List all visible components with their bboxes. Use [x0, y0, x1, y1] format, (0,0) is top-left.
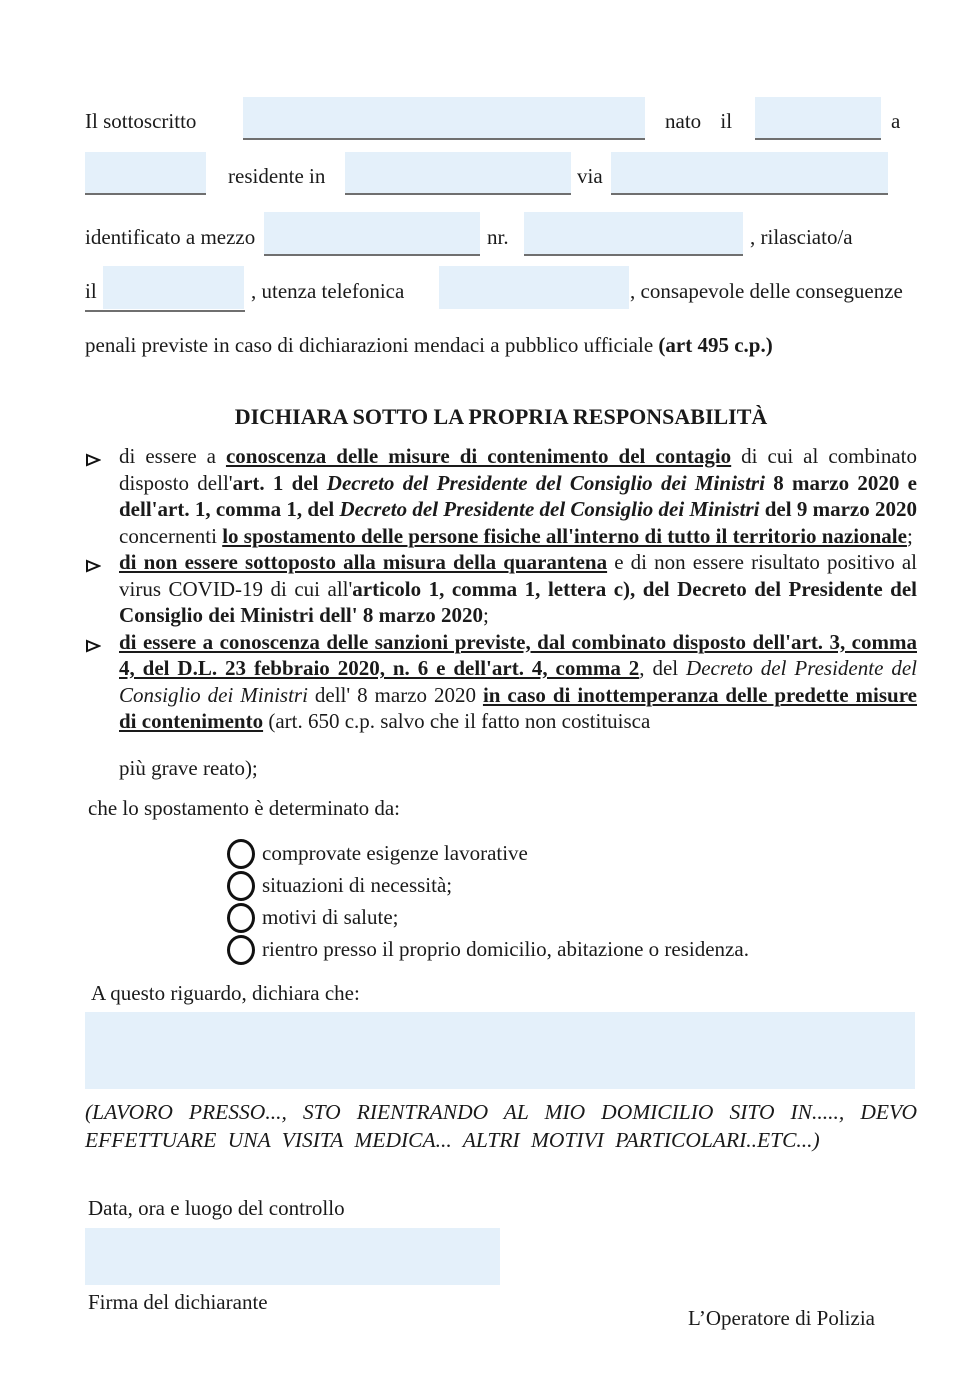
text-segment: di essere a conoscenza delle sanzioni previste, dal combinato disposto dell'art. 3, comma 4, del D.L. 23 febbraio 2020, n. 6 e dell'art. 4, comma 2: [119, 629, 917, 680]
residente-in-label: residente in: [228, 164, 326, 188]
radio-option-necessita[interactable]: [227, 870, 917, 902]
text-segment: di essere a: [119, 444, 226, 468]
rilasciato-label: , rilasciato/a: [750, 225, 853, 249]
text-segment: dell' 8 marzo 2020: [307, 682, 483, 707]
motivo-radio-group: [85, 838, 917, 966]
declaration-body: [85, 403, 917, 1154]
firma-dichiarante-label: Firma del dichiarante: [88, 1290, 268, 1314]
text-segment: (art. 650 c.p. salvo che il fatto non costituisca: [263, 709, 651, 733]
radio-button-icon[interactable]: [227, 839, 255, 869]
input-via-residenza[interactable]: [611, 152, 888, 195]
via-label: via: [577, 164, 603, 188]
text-segment: e di non essere risultato positivo al virus COVID-19 di cui all': [119, 550, 917, 601]
input-comune-residenza[interactable]: [345, 152, 571, 195]
nato-il-label: nato il: [665, 109, 733, 133]
page-title: DICHIARA SOTTO LA PROPRIA RESPONSABILITÀ: [234, 404, 768, 429]
bullet-text: [119, 629, 917, 735]
radio-option-rientro-domicilio[interactable]: [227, 934, 917, 966]
il-label: il: [85, 279, 97, 303]
text-segment: ;: [906, 523, 913, 548]
input-documento-tipo[interactable]: [264, 212, 480, 256]
arrowhead-bullet-icon: [85, 443, 119, 549]
text-segment: ;: [482, 603, 489, 627]
radio-button-icon[interactable]: [227, 871, 255, 901]
input-sottoscritto[interactable]: [243, 97, 645, 140]
radio-button-icon[interactable]: [227, 935, 255, 965]
radio-option-esigenze-lavorative[interactable]: [227, 838, 917, 870]
input-data-nascita[interactable]: [755, 97, 881, 140]
text-segment: conoscenza delle misure di contenimento del contagio: [225, 444, 732, 468]
radio-option-salute[interactable]: [227, 902, 917, 934]
spostamento-label: che lo spostamento è determinato da:: [88, 795, 400, 820]
consapevole-label: , consapevole delle conseguenze: [630, 279, 903, 303]
input-documento-numero[interactable]: [524, 212, 743, 256]
riguardo-label: A questo riguardo, dichiara che:: [91, 980, 360, 1005]
radio-button-icon[interactable]: [227, 903, 255, 933]
text-segment: , del: [639, 656, 687, 680]
text-segment: Decreto del Presidente del Consiglio dei Ministri: [326, 470, 765, 495]
text-segment: art. 1 del: [232, 470, 327, 495]
field-underline: [85, 310, 245, 312]
penali-text: penali previste in caso di dichiarazioni mendaci a pubblico ufficiale: [85, 333, 659, 357]
text-segment: lo spostamento delle persone fisiche all'interno di tutto il territorio nazionale: [222, 523, 907, 548]
arrowhead-bullet-icon: [85, 629, 119, 735]
sottoscritto-label: Il sottoscritto: [85, 109, 197, 133]
nr-label: nr.: [487, 225, 509, 249]
caption-esempi: (LAVORO PRESSO..., STO RIENTRANDO AL MIO DOMICILIO SITO IN....., DEVO EFFETTUARE UNA VISITA MEDICA... ALTRI MOTIVI PARTICOLARI..ETC...): [85, 1099, 917, 1152]
text-segment: Decreto del Presidente del Consiglio dei Ministri: [339, 497, 760, 521]
a-label: a: [891, 109, 901, 133]
penali-art-bold: (art 495 c.p.): [658, 333, 773, 357]
text-segment: concernenti: [119, 523, 223, 548]
text-segment: di cui al combinato disposto dell': [119, 444, 917, 495]
input-data-rilascio[interactable]: [103, 266, 244, 309]
bullet-item-sanzioni: [85, 629, 917, 735]
operatore-polizia-label: L’Operatore di Polizia: [687, 1306, 875, 1330]
radio-option-label: motivi di salute;: [262, 905, 399, 929]
identificato-label: identificato a mezzo: [85, 225, 256, 249]
penali-line: [85, 333, 945, 358]
input-data-ora-luogo-controllo[interactable]: [85, 1228, 500, 1285]
text-segment: Decreto del Presidente del Consiglio dei Ministri: [119, 656, 917, 707]
data-controllo-label: Data, ora e luogo del controllo: [88, 1196, 345, 1220]
bullet-text: [119, 443, 917, 549]
arrowhead-bullet-icon: [85, 549, 119, 629]
radio-option-label: rientro presso il proprio domicilio, abitazione o residenza.: [262, 937, 749, 961]
text-segment: 8 marzo 2020 e dell'art. 1, comma 1, del: [119, 470, 917, 521]
radio-option-label: comprovate esigenze lavorative: [262, 841, 528, 865]
input-dichiarazione[interactable]: [85, 1012, 915, 1089]
piu-grave-reato-text: più grave reato);: [119, 755, 258, 780]
bullet-item-misure-contenimento: [85, 443, 917, 549]
text-segment: articolo 1, comma 1, lettera c), del Decreto del Presidente del Consiglio dei Ministri dell' 8 marzo 2020: [119, 576, 917, 627]
utenza-label: , utenza telefonica: [251, 279, 405, 303]
bullet-text: [119, 549, 917, 629]
bullet-item-quarantena: [85, 549, 917, 629]
text-segment: di non essere sottoposto alla misura della quarantena: [119, 550, 608, 574]
text-segment: del 9 marzo 2020: [759, 497, 917, 521]
radio-option-label: situazioni di necessità;: [262, 873, 453, 897]
input-luogo-nascita[interactable]: [85, 152, 206, 195]
input-telefono[interactable]: [439, 266, 629, 309]
text-segment: in caso di inottemperanza delle predette misure di contenimento: [119, 682, 917, 733]
